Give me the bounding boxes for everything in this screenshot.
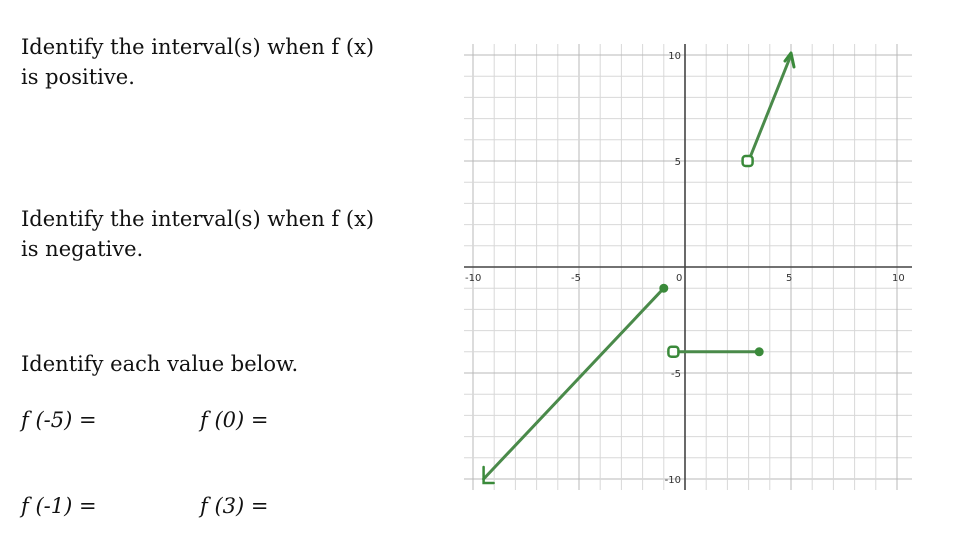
x-tick-label: 0 xyxy=(676,273,683,284)
question-identify-line1: Identify each value below. xyxy=(21,352,299,376)
eval-f-neg5: f (-5) = xyxy=(21,408,97,432)
eval-f-neg1: f (-1) = xyxy=(21,494,97,518)
x-tick-label: 10 xyxy=(892,273,905,284)
question-negative-line1: Identify the interval(s) when f (x) xyxy=(21,207,375,231)
closed-endpoint xyxy=(755,347,764,356)
y-tick-label: 5 xyxy=(674,157,681,168)
x-tick-label: 5 xyxy=(786,273,793,284)
question-positive-line2: is positive. xyxy=(21,65,135,89)
y-tick-label: 10 xyxy=(668,51,681,62)
eval-f-3: f (3) = xyxy=(200,494,269,518)
question-negative-line2: is negative. xyxy=(21,237,144,261)
function-segment xyxy=(484,288,664,479)
open-endpoint xyxy=(668,347,678,357)
open-endpoint xyxy=(743,156,753,166)
eval-f-0: f (0) = xyxy=(200,408,269,432)
function-segments xyxy=(484,53,794,483)
x-tick-label: -10 xyxy=(465,273,482,284)
y-tick-label: -10 xyxy=(664,475,681,486)
axes xyxy=(464,44,912,490)
question-positive-line1: Identify the interval(s) when f (x) xyxy=(21,35,375,59)
x-tick-label: -5 xyxy=(571,273,581,284)
closed-endpoint xyxy=(659,284,668,293)
y-tick-label: -5 xyxy=(671,369,681,380)
